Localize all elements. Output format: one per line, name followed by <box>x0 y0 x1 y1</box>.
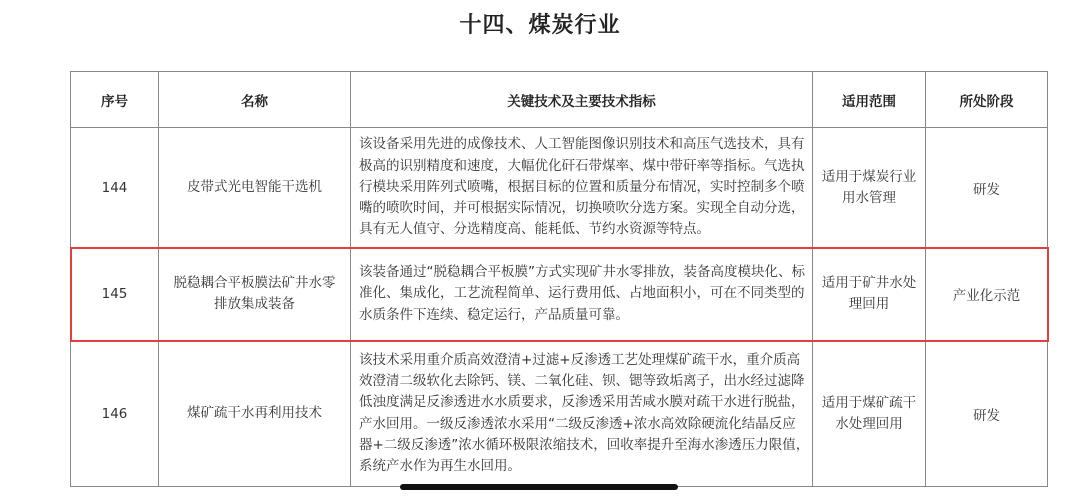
cell-name <box>159 128 351 248</box>
cell-desc-line: 嘴的喷吹时间，并可根据实际情况，切换喷吹分选方案。实现全自动分选， <box>359 200 805 217</box>
cell-scope-line: 理回用 <box>848 296 890 312</box>
cell-stage: 研发 <box>926 128 1048 248</box>
section-title: 十四、煤炭行业 <box>459 13 621 38</box>
cell-name-line: 排放集成装备 <box>214 296 295 312</box>
cell-desc-line: 极高的识别精度和速度，大幅优化矸石带煤率、煤中带矸率等指标。气选执 <box>359 157 805 174</box>
cell-name-line: 脱稳耦合平板膜法矿井水零 <box>173 275 336 291</box>
cell-name-line: 皮带式光电智能干选机 <box>187 179 322 195</box>
cell-scope <box>813 341 926 487</box>
technology-table <box>70 71 1048 487</box>
cell-name <box>159 248 351 341</box>
cell-scope-line: 适用于煤炭行业 <box>821 168 917 185</box>
cell-desc <box>351 248 813 341</box>
cell-name-line: 煤矿疏干水再利用技术 <box>187 405 322 421</box>
cell-no: 146 <box>71 341 159 487</box>
header-stage: 所处阶段 <box>926 72 1048 128</box>
cell-name <box>159 341 351 487</box>
cell-desc-line: 低浊度满足反渗透进水水质要求，反渗透采用苦咸水膜对疏干水进行脱盐， <box>359 394 805 411</box>
cell-no: 144 <box>71 128 159 248</box>
cell-scope-line: 适用于矿井水处 <box>821 275 917 291</box>
header-tech: 关键技术及主要技术指标 <box>351 72 813 128</box>
home-indicator[interactable] <box>400 484 678 490</box>
cell-desc-line: 该设备采用先进的成像技术、人工智能图像识别技术和高压气选技术，具有 <box>359 136 805 153</box>
table-header-row <box>71 72 1048 128</box>
cell-desc <box>351 128 813 248</box>
cell-desc-line: 系统产水作为再生水回用。 <box>359 457 521 474</box>
cell-stage: 产业化示范 <box>926 248 1048 341</box>
cell-desc-line: 行模块采用阵列式喷嘴，根据目标的位置和质量分布情况，实时控制多个喷 <box>359 178 805 195</box>
table-row <box>71 341 1048 487</box>
cell-desc-line: 准化、集成化，工艺流程简单、运行费用低、占地面积小，可在不同类型的 <box>359 285 805 302</box>
cell-scope-line: 适用于煤矿疏干 <box>821 394 917 411</box>
header-scope: 适用范围 <box>813 72 926 128</box>
header-name: 名称 <box>159 72 351 128</box>
cell-no: 145 <box>71 248 159 341</box>
cell-desc-line: 器+二级反渗透”浓水循环极限浓缩技术，回收率提升至海水渗透压力限值， <box>359 436 810 453</box>
cell-scope <box>813 248 926 341</box>
cell-scope-line: 水处理回用 <box>835 415 903 432</box>
cell-desc <box>351 341 813 487</box>
cell-desc-line: 该装备通过“脱稳耦合平板膜”方式实现矿井水零排放，装备高度模块化、标 <box>359 264 805 281</box>
cell-desc-line: 产水回用。一级反渗透浓水采用“二级反渗透+浓水高效除硬流化结晶反应 <box>359 415 796 432</box>
cell-desc-line: 具有无人值守、分选精度高、能耗低、节约水资源等特点。 <box>359 221 710 238</box>
cell-scope-line: 用水管理 <box>842 189 896 206</box>
table-row <box>71 248 1048 341</box>
cell-stage: 研发 <box>926 341 1048 487</box>
cell-desc-line: 水质条件下连续、稳定运行，产品质量可靠。 <box>359 306 629 323</box>
header-no: 序号 <box>71 72 159 128</box>
cell-desc-line: 效澄清二级软化去除钙、镁、二氧化硅、钡、锶等致垢离子，出水经过滤降 <box>359 373 805 390</box>
table-row <box>71 128 1048 248</box>
cell-desc-line: 该技术采用重介质高效澄清+过滤+反渗透工艺处理煤矿疏干水，重介质高 <box>359 351 801 368</box>
cell-scope <box>813 128 926 248</box>
